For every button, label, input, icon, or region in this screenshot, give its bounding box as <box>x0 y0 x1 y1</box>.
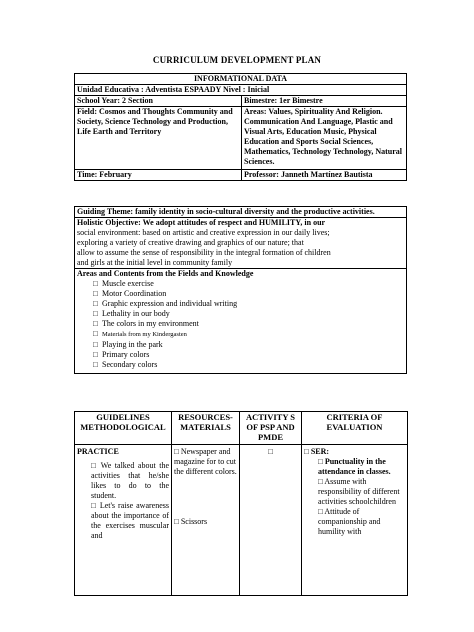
planning-table <box>74 411 408 596</box>
content-item-label: Graphic expression and individual writing <box>102 299 238 308</box>
checkbox-icon: □ <box>268 447 273 456</box>
header-resources: RESOURCES- MATERIALS <box>172 412 240 445</box>
criteria-item-text: Assume with responsibility of different activities schoolchildren <box>318 477 400 506</box>
criteria-cell <box>302 445 408 596</box>
content-item-label: Secondary colors <box>102 360 158 369</box>
checkbox-icon: □ <box>93 350 98 359</box>
resources-cell <box>172 445 240 596</box>
content-item-label: Lethality in our body <box>102 309 170 318</box>
page-title: CURRICULUM DEVELOPMENT PLAN <box>152 55 322 65</box>
content-item <box>77 319 404 329</box>
areas-contents-cell <box>75 269 407 374</box>
content-item <box>77 360 404 370</box>
holistic-line: exploring a variety of creative drawing and graphics of our nature; that <box>77 238 304 247</box>
content-item <box>77 350 404 360</box>
practice-item <box>77 461 169 501</box>
areas-cell: Areas: Values, Spirituality And Religion. Communication And Language, Plastic and Visual Arts, Education Music, Physical Education and Sports Social Sciences, Mathematics, Technology Technology, Natural Sciences. <box>242 107 407 170</box>
checkbox-icon: □ <box>93 299 98 308</box>
theme-table <box>74 206 407 374</box>
holistic-line: and girls at the initial level in community family <box>77 258 233 267</box>
unidad-educativa: Unidad Educativa : Adventista ESPAADY Nivel : Inicial <box>75 85 407 96</box>
guidelines-cell <box>75 445 172 596</box>
checkbox-icon: □ <box>93 360 98 369</box>
criteria-item <box>304 477 405 507</box>
resource-item-text: Scissors <box>180 517 208 526</box>
checkbox-icon: □ <box>93 279 98 288</box>
content-item-label: Motor Coordination <box>102 289 167 298</box>
practice-label: PRACTICE <box>77 447 119 456</box>
checkbox-icon: □ <box>91 501 97 510</box>
informational-data-table <box>74 73 407 181</box>
content-item-label: Materials from my Kindergasten <box>102 331 187 338</box>
criteria-item-text: Attitude of companionship and humility with <box>318 507 381 536</box>
header-criteria: CRITERIA OF EVALUATION <box>302 412 408 445</box>
checkbox-icon: □ <box>93 289 98 298</box>
content-item <box>77 279 404 289</box>
criteria-item <box>304 507 405 537</box>
holistic-line: allow to assume the sense of responsibility in the integral formation of children <box>77 248 331 257</box>
time-cell: Time: February <box>75 170 242 181</box>
field-cell: Field: Cosmos and Thoughts Community and Society, Science Technology and Production, Life Earth and Territory <box>75 107 242 170</box>
checkbox-icon: □ <box>93 340 98 349</box>
criteria-item-text: SER: <box>310 447 330 456</box>
checkbox-icon: □ <box>318 507 323 516</box>
info-header: INFORMATIONAL DATA <box>75 74 407 85</box>
header-activities: ACTIVITY S OF PSP AND PMDE <box>240 412 302 445</box>
practice-item-text: Let's raise awareness about the importance of the exercises muscular and <box>91 501 169 540</box>
checkbox-icon: □ <box>318 477 323 486</box>
checkbox-icon: □ <box>93 309 98 318</box>
checkbox-icon: □ <box>174 517 179 526</box>
checkbox-icon: □ <box>91 461 98 470</box>
checkbox-icon: □ <box>174 447 179 456</box>
content-item <box>77 299 404 309</box>
professor-cell: Professor: Janneth Martínez Bautista <box>242 170 407 181</box>
header-guidelines: GUIDELINES METHODOLOGICAL <box>75 412 172 445</box>
activities-cell <box>240 445 302 596</box>
content-item <box>77 329 404 340</box>
school-year: School Year: 2 Section <box>75 96 242 107</box>
checkbox-icon: □ <box>93 329 98 338</box>
resource-item <box>174 517 237 527</box>
content-item <box>77 309 404 319</box>
content-item-label: Playing in the park <box>102 340 163 349</box>
holistic-objective-cell <box>75 218 407 269</box>
content-item-label: Primary colors <box>102 350 150 359</box>
content-item-label: The colors in my environment <box>102 319 199 328</box>
guiding-theme: Guiding Theme: family identity in socio-cultural diversity and the productive activities. <box>75 207 407 218</box>
content-item-label: Muscle exercise <box>102 279 154 288</box>
resource-item-text: Newspaper and magazine for to cut the different colors. <box>174 447 237 476</box>
checkbox-icon: □ <box>304 447 309 456</box>
content-item <box>77 340 404 350</box>
checkbox-icon: □ <box>93 319 98 328</box>
content-item <box>77 289 404 299</box>
criteria-item-text: Punctuality in the attendance in classes. <box>318 457 391 476</box>
criteria-item <box>304 457 405 477</box>
resource-item <box>174 447 237 477</box>
practice-item-text: We talked about the activities that he/she likes to do to the student. <box>91 461 169 500</box>
holistic-line: social environment: based on artistic and creative expression in our daily lives; <box>77 228 330 237</box>
practice-item <box>77 501 169 541</box>
checkbox-icon: □ <box>318 457 323 466</box>
criteria-item <box>304 447 405 457</box>
bimestre: Bimestre: 1er Bimestre <box>242 96 407 107</box>
holistic-objective-title: Holistic Objective: We adopt attitudes of respect and HUMILITY, in our <box>77 218 326 227</box>
areas-contents-heading: Areas and Contents from the Fields and Knowledge <box>77 269 254 278</box>
